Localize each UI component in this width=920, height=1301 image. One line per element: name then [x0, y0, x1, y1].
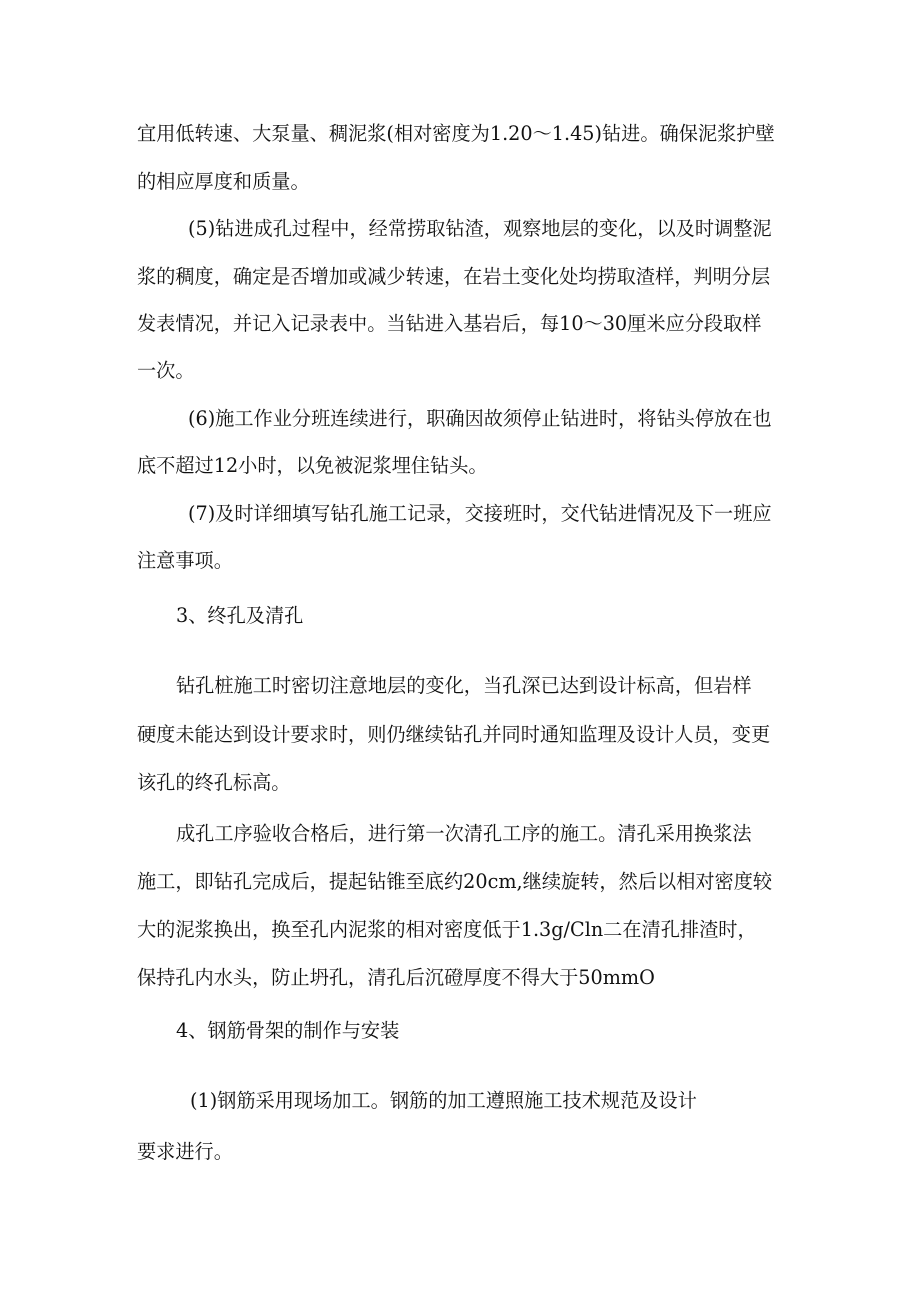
section-heading-4: 4、钢筋骨架的制作与安装	[176, 1019, 400, 1042]
section-heading-3: 3、终孔及清孔	[176, 604, 304, 627]
text-line-12: 钻孔桩施工时密切注意地层的变化，当孔深已达到设计标高，但岩样	[176, 674, 752, 697]
text-line-8: 底不超过12小时，以免被泥浆埋住钻头。	[137, 454, 488, 477]
text-line-3: (5)钻进成孔过程中，经常捞取钻渣，观察地层的变化，以及时调整泥	[188, 217, 772, 240]
text-line-20: (1)钢筋采用现场加工。钢筋的加工遵照施工技术规范及设计	[190, 1089, 697, 1112]
text-line-21: 要求进行。	[137, 1140, 233, 1163]
text-line-10: 注意事项。	[137, 549, 233, 572]
text-line-16: 施工，即钻孔完成后，提起钻锥至底约20cm,继续旋转，然后以相对密度较	[137, 870, 773, 893]
text-line-5: 发表情况，并记入记录表中。当钻进入基岩后，每10～30厘米应分段取样	[137, 312, 762, 335]
text-line-7: (6)施工作业分班连续进行，职确因故须停止钻进时，将钻头停放在也	[188, 407, 772, 430]
text-line-15: 成孔工序验收合格后，进行第一次清孔工序的施工。清孔采用换浆法	[176, 822, 752, 845]
text-line-17: 大的泥浆换出，换至孔内泥浆的相对密度低于1.3g/Cln二在清孔排渣时，	[137, 918, 757, 941]
text-line-14: 该孔的终孔标高。	[137, 771, 291, 794]
text-line-9: (7)及时详细填写钻孔施工记录，交接班时，交代钻进情况及下一班应	[188, 502, 772, 525]
text-line-4: 浆的稠度，确定是否增加或减少转速，在岩土变化处均捞取渣样，判明分层	[137, 265, 771, 288]
text-line-1: 宜用低转速、大泵量、稠泥浆(相对密度为1.20～1.45)钻进。确保泥浆护壁	[137, 122, 775, 145]
text-line-6: 一次。	[137, 359, 195, 382]
text-line-2: 的相应厚度和质量。	[137, 170, 310, 193]
text-line-13: 硬度未能达到设计要求时，则仍继续钻孔并同时通知监理及设计人员，变更	[137, 723, 771, 746]
text-line-18: 保持孔内水头，防止坍孔，清孔后沉磴厚度不得大于50mmO	[137, 966, 655, 989]
